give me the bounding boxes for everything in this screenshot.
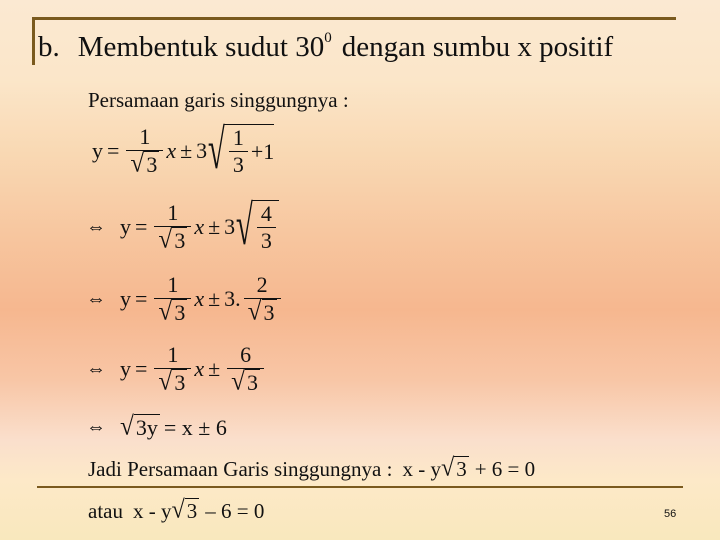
eq5-iff: ⇔	[86, 416, 106, 438]
conclusion-eq1-sqrt: √ 3	[440, 453, 467, 482]
eq2-big-sqrt: √ $\frac{4}{3}$	[235, 200, 279, 254]
eq1-coef: 3	[196, 138, 208, 163]
eq2-inner-fraction: $\frac{4}{3}$	[257, 201, 276, 254]
eq4-x: x	[194, 356, 205, 381]
alt-label: atau	[88, 498, 123, 523]
eq1-equals: =	[107, 138, 120, 163]
alt-eq2-pre: x - y	[132, 498, 172, 523]
title-degree: 0	[324, 30, 332, 46]
eq3-fraction: 1 √ 3	[154, 272, 191, 326]
eq3-equals: =	[135, 286, 148, 311]
eq3-y: y	[120, 286, 131, 311]
subtitle: Persamaan garis singgungnya :	[88, 88, 349, 112]
eq4-iff: ⇔	[86, 357, 106, 380]
eq3-iff: ⇔	[86, 287, 106, 310]
title-rest: dengan sumbu x positif	[341, 31, 614, 63]
frame-bottom-border	[37, 486, 683, 488]
eq2-x: x	[194, 214, 205, 239]
equation-line-1	[92, 119, 275, 181]
frame-left-border	[32, 17, 35, 65]
equation-line-3	[86, 272, 284, 326]
equation-line-4	[86, 342, 267, 396]
eq1-inner-fraction: $\frac{1}{3}$	[229, 125, 248, 178]
conclusion-eq1-pre: x - y	[402, 456, 441, 481]
alt-eq2-post: – 6 = 0	[205, 498, 265, 523]
eq2-iff: ⇔	[86, 215, 106, 238]
eq3-second-fraction: 2 √ 3	[244, 272, 281, 326]
eq5-rhs: = x ± 6	[163, 414, 227, 440]
conclusion-eq1-post: + 6 = 0	[474, 456, 536, 481]
eq1-fraction	[126, 124, 163, 178]
eq4-y: y	[120, 356, 131, 381]
eq2-equals: =	[135, 214, 148, 239]
eq5-lhs-sqrt: √ 3y	[120, 411, 158, 441]
alt-eq2-sqrt: √ 3	[171, 495, 198, 524]
page-number: 56	[664, 508, 677, 520]
eq1-pm: ±	[180, 138, 193, 163]
eq1-frac-den-sqrt: √ 3	[130, 148, 158, 178]
conclusion-line	[88, 453, 536, 482]
eq2-pm: ±	[208, 214, 221, 239]
eq2-coef: 3	[224, 214, 236, 239]
eq4-second-fraction: 6 √ 3	[227, 342, 264, 396]
eq2-fraction: 1 √ 3	[154, 200, 191, 254]
eq4-pm: ±	[208, 356, 221, 381]
eq3-x: x	[194, 286, 205, 311]
eq1-plus-one: +1	[250, 138, 275, 164]
eq1-x: x	[166, 138, 177, 163]
alternative-line	[88, 495, 265, 524]
eq1-frac-num: 1	[139, 124, 151, 149]
eq3-pm: ±	[208, 286, 221, 311]
equation-line-2	[86, 195, 279, 257]
eq4-equals: =	[135, 356, 148, 381]
eq1-y: y	[92, 138, 103, 163]
equation-line-5	[86, 411, 231, 441]
title-text: Membentuk sudut 30	[77, 31, 325, 63]
title-label: b.	[38, 31, 60, 63]
eq1-big-sqrt: √ $\frac{1}{3}$ +1	[208, 119, 275, 181]
eq3-coef: 3.	[224, 286, 241, 311]
eq2-y: y	[120, 214, 131, 239]
conclusion-label: Jadi Persamaan Garis singgungnya :	[88, 456, 393, 481]
slide-title	[38, 30, 613, 64]
frame-top-border	[32, 17, 676, 20]
eq4-fraction: 1 √ 3	[154, 342, 191, 396]
